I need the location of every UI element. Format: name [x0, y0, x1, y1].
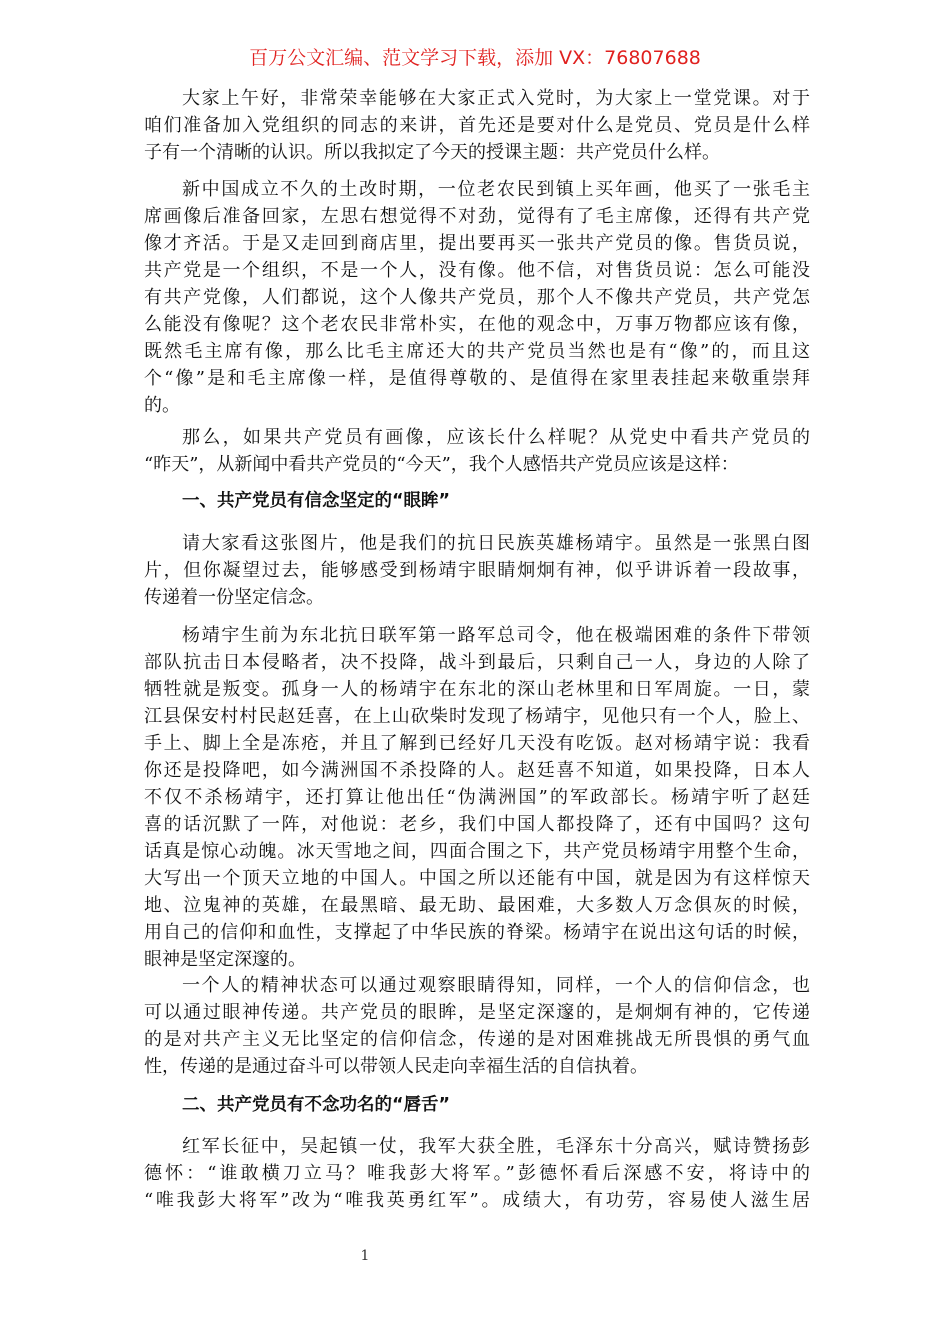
watermark-banner: 百万公文汇编、范文学习下载，添加 VX：76807688	[249, 47, 701, 69]
paragraph-eyes-belief	[144, 972, 810, 1080]
text-line: 像才齐活。于是又走回到商店里，提出要再买一张共产党员的像。售货员说，	[144, 233, 810, 254]
text-line: “昨天”，从新闻中看共产党员的“今天”，我个人感悟共产党员应该是这样：	[144, 454, 739, 475]
text-line: 部队抗击日本侵略者，决不投降，战斗到最后，只剩自己一人，身边的人除了	[144, 652, 810, 673]
paragraph-yang-story	[144, 622, 810, 973]
paragraph-intro	[144, 85, 810, 166]
text-line: 传递着一份坚定信念。	[144, 587, 324, 608]
page-number: 1	[360, 1248, 370, 1264]
text-line: 地、泣鬼神的英雄，在最黑暗、最无助、最困难，大多数人万念俱灰的时候，	[144, 895, 810, 916]
text-line: 一个人的精神状态可以通过观察眼睛得知，同样，一个人的信仰信念，也	[182, 975, 810, 996]
paragraph-farmer-story	[144, 176, 810, 419]
text-line: 德怀：“谁敢横刀立马？唯我彭大将军。”彭德怀看后深感不安，将诗中的	[144, 1163, 810, 1184]
section-heading-1: 一、共产党员有信念坚定的“眼眸”	[182, 491, 451, 511]
text-line: 片，但你凝望过去，能够感受到杨靖宇眼睛炯炯有神，似乎讲诉着一段故事，	[144, 560, 810, 581]
text-line: 用自己的信仰和血性，支撑起了中华民族的脊梁。杨靖宇在说出这句话的时候，	[144, 922, 810, 943]
paragraph-peng-dehuai	[144, 1133, 810, 1214]
text-line: 大家上午好，非常荣幸能够在大家正式入党时，为大家上一堂党课。对于	[182, 88, 810, 109]
text-line: 的是对共产主义无比坚定的信仰信念，传递的是对困难挑战无所畏惧的勇气血	[144, 1029, 810, 1050]
text-line: 喜的话沉默了一阵，对他说：老乡，我们中国人都投降了，还有中国吗？这句	[144, 814, 810, 835]
text-line: 大写出一个顶天立地的中国人。中国之所以还能有中国，就是因为有这样惊天	[144, 868, 810, 889]
text-line: 话真是惊心动魄。冰天雪地之间，四面合围之下，共产党员杨靖宇用整个生命，	[144, 841, 810, 862]
text-line: 那么，如果共产党员有画像，应该长什么样呢？从党史中看共产党员的	[182, 427, 810, 448]
text-line: 杨靖宇生前为东北抗日联军第一路军总司令，他在极端困难的条件下带领	[182, 625, 810, 646]
paragraph-yang-photo	[144, 530, 810, 611]
text-line: “唯我彭大将军”改为“唯我英勇红军”。成绩大，有功劳，容易使人滋生居	[144, 1190, 810, 1211]
text-line: 江县保安村村民赵廷喜，在上山砍柴时发现了杨靖宇，见他只有一个人，脸上、	[144, 706, 810, 727]
paragraph-portrait-question	[144, 424, 810, 478]
text-line: 请大家看这张图片，他是我们的抗日民族英雄杨靖宇。虽然是一张黑白图	[182, 533, 810, 554]
section-heading-2: 二、共产党员有不念功名的“唇舌”	[182, 1095, 451, 1115]
text-line: 不仅不杀杨靖宇，还打算让他出任“伪满洲国”的军政部长。杨靖宇听了赵廷	[144, 787, 810, 808]
text-line: 么能没有像呢？这个老农民非常朴实，在他的观念中，万事万物都应该有像，	[144, 314, 810, 335]
text-line: 有共产党像，人们都说，这个人像共产党员，那个人不像共产党员，共产党怎	[144, 287, 810, 308]
text-line: 红军长征中，吴起镇一仗，我军大获全胜，毛泽东十分高兴，赋诗赞扬彭	[182, 1136, 810, 1157]
text-line: 新中国成立不久的土改时期，一位老农民到镇上买年画，他买了一张毛主	[182, 179, 810, 200]
text-line: 眼神是坚定深邃的。	[144, 949, 306, 970]
text-line: 性，传递的是通过奋斗可以带领人民走向幸福生活的自信执着。	[144, 1056, 648, 1077]
text-line: 席画像后准备回家，左思右想觉得不对劲，觉得有了毛主席像，还得有共产党	[144, 206, 810, 227]
text-line: 可以通过眼神传递。共产党员的眼眸，是坚定深邃的，是炯炯有神的，它传递	[144, 1002, 810, 1023]
text-line: 既然毛主席有像，那么比毛主席还大的共产党员当然也是有“像”的，而且这	[144, 341, 810, 362]
text-line: 手上、脚上全是冻疮，并且了解到已经好几天没有吃饭。赵对杨靖宇说：我看	[144, 733, 810, 754]
text-line: 牺牲就是叛变。孤身一人的杨靖宇在东北的深山老林里和日军周旋。一日，蒙	[144, 679, 810, 700]
text-line: 子有一个清晰的认识。所以我拟定了今天的授课主题：共产党员什么样。	[144, 142, 720, 163]
text-line: 共产党是一个组织，不是一个人，没有像。他不信，对售货员说：怎么可能没	[144, 260, 810, 281]
text-line: 咱们准备加入党组织的同志的来讲，首先还是要对什么是党员、党员是什么样	[144, 115, 810, 136]
text-line: 个“像”是和毛主席像一样，是值得尊敬的、是值得在家里表挂起来敬重崇拜	[144, 368, 810, 389]
text-line: 的。	[144, 395, 180, 416]
text-line: 你还是投降吧，如今满洲国不杀投降的人。赵廷喜不知道，如果投降，日本人	[144, 760, 810, 781]
